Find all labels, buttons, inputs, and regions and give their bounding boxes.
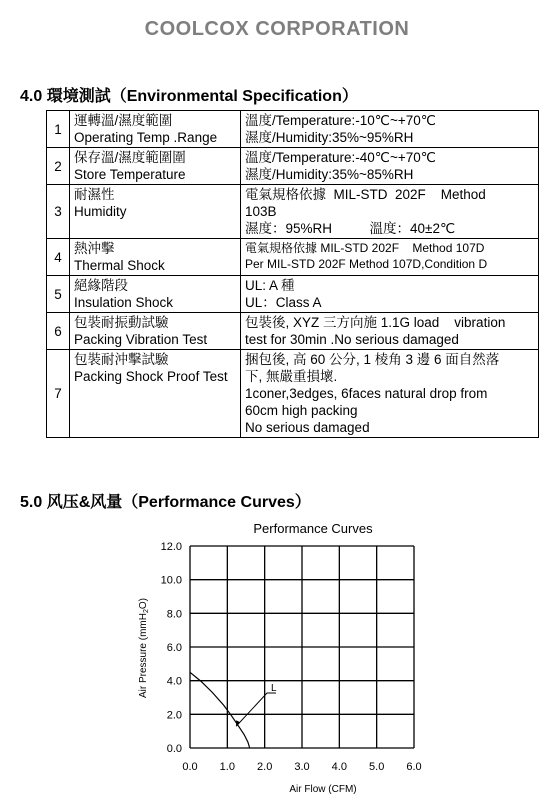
section-performance-title: 5.0 风压&风量（Performance Curves） xyxy=(20,494,311,511)
y-tick-label: 10.0 xyxy=(160,574,182,587)
spec-value-line: 溫度/Temperature:-40℃~+70℃ xyxy=(245,150,436,165)
spec-value-line: 包裝後, XYZ 三方向施 1.1G load vibration xyxy=(245,315,506,330)
spec-value-line: 電氣規格依據 MIL-STD 202F Method 107D xyxy=(245,241,485,255)
x-axis-label: Air Flow (CFM) xyxy=(289,784,357,795)
spec-name-chinese: 包裝耐沖擊試驗 xyxy=(74,352,169,367)
x-tick-label: 1.0 xyxy=(219,761,235,773)
y-tick-label: 6.0 xyxy=(166,642,182,654)
spec-value-line: 103B xyxy=(245,204,277,219)
spec-value-line: 1coner,3edges, 6faces natural drop from xyxy=(245,386,488,401)
section-environmental-title: 4.0 環境測試（Environmental Specification） xyxy=(20,88,358,105)
x-tick-label: 4.0 xyxy=(331,761,347,773)
spec-row-number: 4 xyxy=(47,239,70,276)
series-curve-L xyxy=(190,672,250,748)
x-tick-label: 0.0 xyxy=(182,761,198,773)
spec-value-line: 捆包後, 高 60 公分, 1 棱角 3 邊 6 面自然落 xyxy=(245,352,500,367)
spec-name-chinese: 包裝耐振動試驗 xyxy=(74,315,169,330)
spec-name-english: Store Temperature xyxy=(74,167,186,182)
y-tick-label: 8.0 xyxy=(166,608,182,621)
annotation-label: L xyxy=(271,683,277,694)
spec-row-number: 3 xyxy=(47,185,70,239)
spec-name-english: Thermal Shock xyxy=(74,258,165,273)
spec-name-chinese: 保存溫/濕度範圍圍 xyxy=(74,150,186,165)
spec-name-chinese: 熱沖擊 xyxy=(74,241,115,256)
spec-row-number: 7 xyxy=(47,350,70,438)
spec-row-number: 5 xyxy=(47,276,70,313)
spec-value-line: 溫度/Temperature:-10℃~+70℃ xyxy=(245,113,436,128)
spec-row-number: 6 xyxy=(47,313,70,350)
x-tick-label: 3.0 xyxy=(294,761,310,773)
annotation-leader xyxy=(236,693,276,726)
spec-value-line: UL：Class A xyxy=(245,295,322,310)
spec-value-line: 60cm high packing xyxy=(245,403,358,418)
x-tick-label: 2.0 xyxy=(257,761,273,773)
y-axis-label: Air Pressure (mmH$_2$O) xyxy=(138,597,150,699)
spec-name-chinese: 絕緣階段 xyxy=(74,278,128,293)
spec-name-english: Packing Vibration Test xyxy=(74,332,208,347)
spec-value-line: 濕度：95%RH 溫度：40±2℃ xyxy=(245,221,456,236)
spec-value-line: UL: A 種 xyxy=(245,278,295,293)
company-name: COOLCOX CORPORATION xyxy=(144,18,410,40)
x-tick-label: 5.0 xyxy=(369,761,385,773)
spec-value-line: Per MIL-STD 202F Method 107D,Condition D xyxy=(245,257,488,271)
x-tick-label: 6.0 xyxy=(406,761,422,773)
spec-row-number: 2 xyxy=(47,148,70,185)
spec-value-line: 電氣規格依據 MIL-STD 202F Method xyxy=(245,187,486,202)
spec-value-line: No serious damaged xyxy=(245,420,370,435)
spec-name-english: Packing Shock Proof Test xyxy=(74,369,228,384)
spec-name-english: Operating Temp .Range xyxy=(74,130,218,145)
spec-value-line: 下, 無嚴重損壞. xyxy=(245,369,338,384)
y-tick-label: 2.0 xyxy=(166,709,182,722)
spec-value-line: 濕度/Humidity:35%~85%RH xyxy=(245,167,414,182)
spec-name-english: Insulation Shock xyxy=(74,295,174,310)
y-tick-label: 0.0 xyxy=(166,743,182,755)
spec-value-line: test for 30min .No serious damaged xyxy=(245,332,459,347)
spec-name-chinese: 運轉溫/濕度範圍 xyxy=(74,113,173,128)
chart-title: Performance Curves xyxy=(253,521,373,536)
spec-row-number: 1 xyxy=(47,111,70,148)
y-tick-label: 4.0 xyxy=(166,675,182,688)
spec-value-line: 濕度/Humidity:35%~95%RH xyxy=(245,130,414,145)
y-tick-label: 12.0 xyxy=(160,541,182,553)
spec-name-chinese: 耐濕性 xyxy=(74,187,115,202)
spec-name-english: Humidity xyxy=(74,204,127,219)
